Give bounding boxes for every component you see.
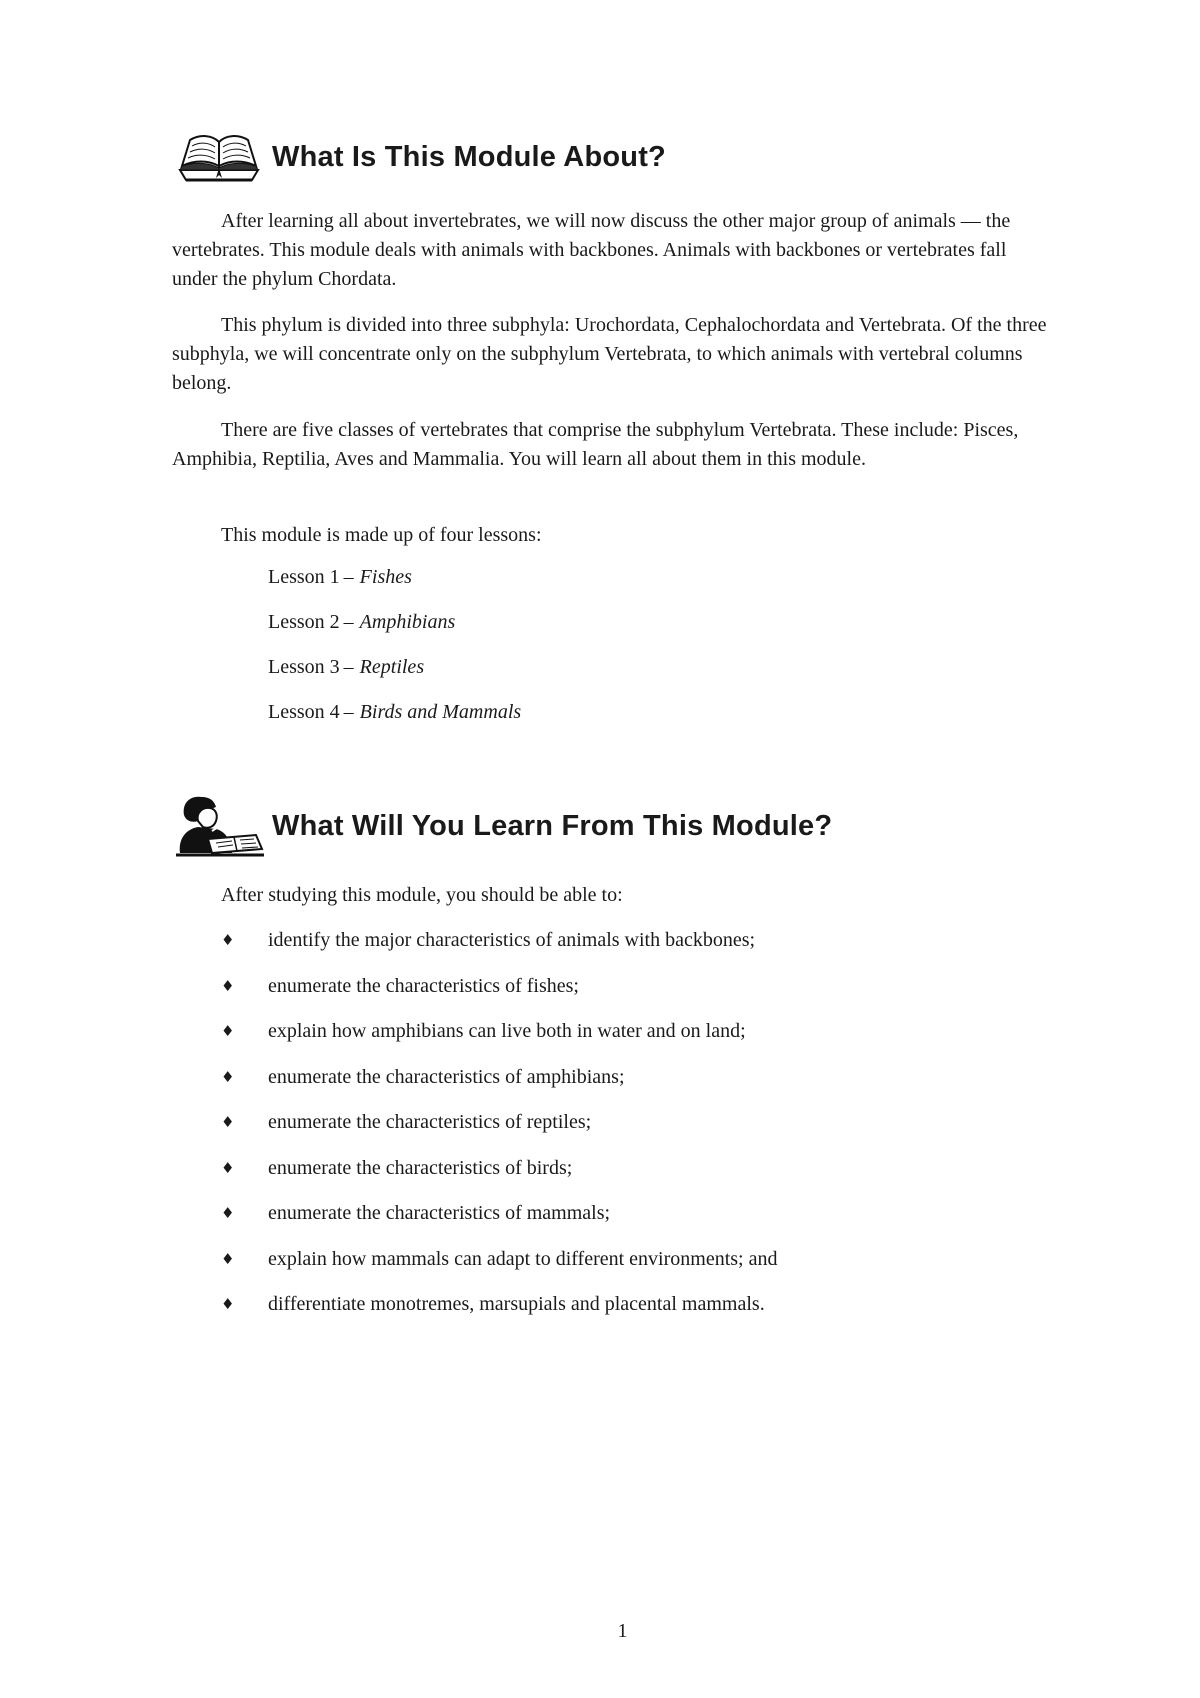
diamond-bullet-icon: ♦ — [221, 1158, 235, 1177]
objective-text: enumerate the characteristics of fishes; — [268, 974, 579, 997]
lesson-item — [268, 653, 521, 698]
section-header-about — [172, 122, 666, 192]
objective-item — [221, 1154, 777, 1200]
lesson-item — [268, 608, 521, 653]
objective-item — [221, 1245, 777, 1291]
paragraph: This module is made up of four lessons: — [221, 524, 542, 546]
diamond-bullet-icon: ♦ — [221, 1249, 235, 1268]
lesson-dash: – — [343, 701, 354, 723]
section-title: What Will You Learn From This Module? — [272, 809, 833, 842]
objective-item — [221, 1063, 777, 1109]
objective-text: enumerate the characteristics of mammals; — [268, 1202, 611, 1224]
diamond-bullet-icon: ♦ — [221, 1295, 235, 1313]
lesson-topic: Reptiles — [359, 656, 425, 678]
diamond-bullet-icon: ♦ — [221, 1204, 235, 1222]
diamond-bullet-icon: ♦ — [221, 1067, 235, 1086]
diamond-bullet-icon: ♦ — [221, 976, 235, 995]
objectives-intro: After studying this module, you should be able to: — [221, 884, 623, 906]
objective-text: enumerate the characteristics of amphibians; — [268, 1065, 625, 1088]
lesson-label: Lesson 3 — [268, 656, 340, 678]
objective-list — [221, 926, 777, 1336]
objective-item — [221, 926, 777, 972]
student-reading-icon — [172, 791, 266, 861]
paragraph: This phylum is divided into three subphyla: Urochordata, Cephalochordata and Vertebrata. Of the three subphyla, we will concentrate only on the subphylum Vertebrata, to which animals with vertebral columns belong. — [172, 314, 1047, 394]
paragraph: After learning all about invertebrates, we will now discuss the other major group of animals — the vertebrates. This module deals with animals with backbones. Animals with backbones or vertebrates fall under the phylum Chordata. — [172, 210, 1011, 290]
lesson-list — [268, 563, 521, 743]
objective-text: identify the major characteristics of animals with backbones; — [268, 929, 756, 951]
objective-item — [221, 1290, 777, 1336]
lesson-dash: – — [343, 566, 354, 588]
lesson-label: Lesson 1 — [268, 566, 340, 588]
objective-item — [221, 1108, 777, 1154]
lesson-label: Lesson 2 — [268, 611, 340, 633]
lesson-topic: Amphibians — [359, 611, 456, 633]
objective-text: enumerate the characteristics of birds; — [268, 1156, 573, 1179]
lesson-dash: – — [343, 656, 354, 678]
objective-text: explain how amphibians can live both in water and on land; — [268, 1020, 746, 1042]
page-number: 1 — [617, 1620, 628, 1642]
objective-item — [221, 1199, 777, 1245]
lesson-item — [268, 698, 521, 743]
objective-item — [221, 972, 777, 1018]
objective-text: differentiate monotremes, marsupials and placental mammals. — [268, 1293, 765, 1315]
lesson-topic: Birds and Mammals — [359, 701, 522, 723]
lesson-dash: – — [343, 611, 354, 633]
diamond-bullet-icon: ♦ — [221, 931, 235, 949]
diamond-bullet-icon: ♦ — [221, 1022, 235, 1040]
open-book-icon — [172, 122, 266, 192]
objective-text: explain how mammals can adapt to different environments; and — [268, 1247, 778, 1270]
lesson-label: Lesson 4 — [268, 701, 340, 723]
lesson-topic: Fishes — [359, 566, 412, 588]
diamond-bullet-icon: ♦ — [221, 1113, 235, 1131]
objective-item — [221, 1017, 777, 1063]
objective-text: enumerate the characteristics of reptiles; — [268, 1111, 592, 1133]
lesson-item — [268, 563, 521, 608]
paragraph: There are five classes of vertebrates that comprise the subphylum Vertebrata. These include: Pisces, Amphibia, Reptilia, Aves and Mammalia. You will learn all about them in this module. — [172, 419, 1019, 470]
section-title: What Is This Module About? — [272, 140, 666, 173]
section-header-learn — [172, 791, 832, 861]
